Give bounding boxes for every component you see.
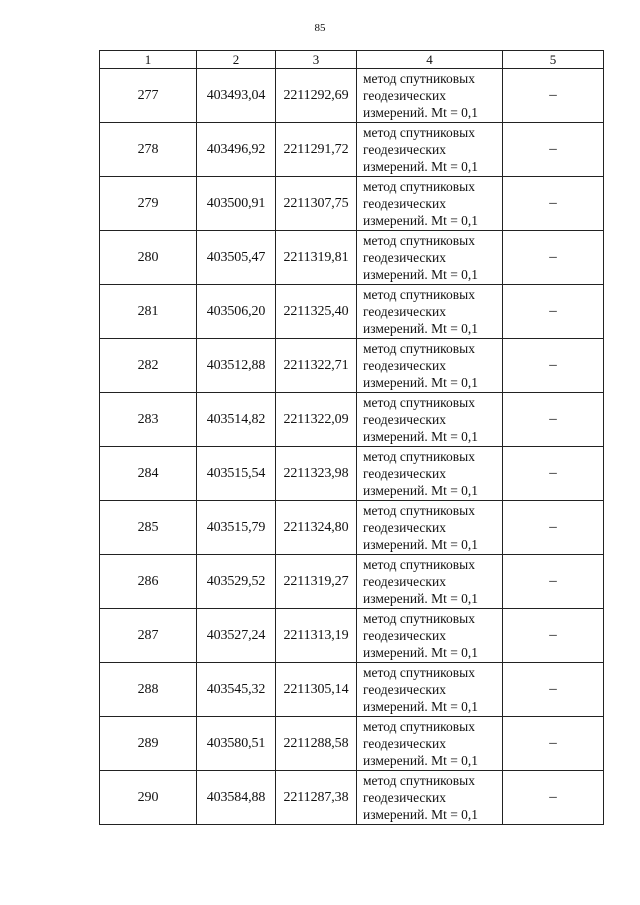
method-line: геодезических	[363, 358, 446, 373]
note-value: –	[503, 663, 604, 717]
coordinate-y: 2211319,27	[276, 555, 357, 609]
coordinate-x: 403515,79	[197, 501, 276, 555]
table-header	[100, 51, 604, 69]
point-number: 285	[100, 501, 197, 555]
coordinate-y: 2211305,14	[276, 663, 357, 717]
method-line: измерений. Mt = 0,1	[363, 213, 479, 228]
method-line: геодезических	[363, 790, 446, 805]
method-description	[357, 393, 503, 447]
method-line: измерений. Mt = 0,1	[363, 321, 479, 336]
coordinate-x: 403529,52	[197, 555, 276, 609]
method-description	[357, 447, 503, 501]
method-line: измерений. Mt = 0,1	[363, 375, 479, 390]
column-header-2: 2	[197, 51, 276, 69]
method-line: измерений. Mt = 0,1	[363, 699, 479, 714]
method-line: метод спутниковых	[363, 773, 475, 788]
method-line: геодезических	[363, 466, 446, 481]
method-description	[357, 663, 503, 717]
table-row	[100, 771, 604, 825]
method-line: геодезических	[363, 628, 446, 643]
note-value: –	[503, 555, 604, 609]
point-number: 288	[100, 663, 197, 717]
method-line: геодезических	[363, 520, 446, 535]
note-value: –	[503, 123, 604, 177]
page-number: 85	[314, 22, 326, 34]
coordinate-x: 403527,24	[197, 609, 276, 663]
coordinate-y: 2211313,19	[276, 609, 357, 663]
note-value: –	[503, 393, 604, 447]
method-line: метод спутниковых	[363, 71, 475, 86]
method-line: метод спутниковых	[363, 395, 475, 410]
method-line: измерений. Mt = 0,1	[363, 537, 479, 552]
table-row	[100, 285, 604, 339]
method-line: измерений. Mt = 0,1	[363, 267, 479, 282]
coordinates-table	[99, 50, 604, 825]
point-number: 287	[100, 609, 197, 663]
method-line: измерений. Mt = 0,1	[363, 159, 479, 174]
note-value: –	[503, 717, 604, 771]
coordinate-x: 403512,88	[197, 339, 276, 393]
table-row	[100, 663, 604, 717]
note-value: –	[503, 609, 604, 663]
note-value: –	[503, 501, 604, 555]
method-line: метод спутниковых	[363, 665, 475, 680]
coordinate-y: 2211322,71	[276, 339, 357, 393]
coordinate-y: 2211324,80	[276, 501, 357, 555]
method-line: метод спутниковых	[363, 611, 475, 626]
point-number: 277	[100, 69, 197, 123]
table-row	[100, 717, 604, 771]
method-description	[357, 771, 503, 825]
coordinate-x: 403493,04	[197, 69, 276, 123]
table-row	[100, 177, 604, 231]
method-line: измерений. Mt = 0,1	[363, 429, 479, 444]
coordinate-x: 403515,54	[197, 447, 276, 501]
point-number: 286	[100, 555, 197, 609]
method-line: метод спутниковых	[363, 719, 475, 734]
method-line: геодезических	[363, 142, 446, 157]
coordinate-y: 2211307,75	[276, 177, 357, 231]
coordinate-x: 403584,88	[197, 771, 276, 825]
method-line: геодезических	[363, 412, 446, 427]
method-line: геодезических	[363, 682, 446, 697]
column-header-5: 5	[503, 51, 604, 69]
method-line: измерений. Mt = 0,1	[363, 105, 479, 120]
method-description	[357, 339, 503, 393]
coordinate-y: 2211323,98	[276, 447, 357, 501]
table-row	[100, 501, 604, 555]
method-line: геодезических	[363, 196, 446, 211]
note-value: –	[503, 771, 604, 825]
table-row	[100, 123, 604, 177]
table-body	[100, 69, 604, 825]
method-line: геодезических	[363, 736, 446, 751]
table-row	[100, 447, 604, 501]
point-number: 279	[100, 177, 197, 231]
method-line: измерений. Mt = 0,1	[363, 591, 479, 606]
coordinate-y: 2211291,72	[276, 123, 357, 177]
coordinate-x: 403505,47	[197, 231, 276, 285]
header-row	[100, 51, 604, 69]
method-line: метод спутниковых	[363, 179, 475, 194]
column-header-3: 3	[276, 51, 357, 69]
method-line: метод спутниковых	[363, 233, 475, 248]
method-description	[357, 555, 503, 609]
method-description	[357, 123, 503, 177]
column-header-4: 4	[357, 51, 503, 69]
note-value: –	[503, 231, 604, 285]
method-description	[357, 717, 503, 771]
point-number: 280	[100, 231, 197, 285]
note-value: –	[503, 339, 604, 393]
point-number: 283	[100, 393, 197, 447]
table-row	[100, 231, 604, 285]
table-row	[100, 609, 604, 663]
method-line: метод спутниковых	[363, 125, 475, 140]
method-line: геодезических	[363, 574, 446, 589]
coordinate-x: 403500,91	[197, 177, 276, 231]
method-line: метод спутниковых	[363, 341, 475, 356]
coordinate-x: 403545,32	[197, 663, 276, 717]
coordinate-y: 2211288,58	[276, 717, 357, 771]
coordinate-x: 403496,92	[197, 123, 276, 177]
column-header-1: 1	[100, 51, 197, 69]
point-number: 281	[100, 285, 197, 339]
method-description	[357, 231, 503, 285]
method-description	[357, 285, 503, 339]
method-description	[357, 69, 503, 123]
coordinate-x: 403580,51	[197, 717, 276, 771]
table-row	[100, 69, 604, 123]
method-line: измерений. Mt = 0,1	[363, 483, 479, 498]
coordinate-y: 2211319,81	[276, 231, 357, 285]
method-line: геодезических	[363, 250, 446, 265]
note-value: –	[503, 447, 604, 501]
method-line: метод спутниковых	[363, 449, 475, 464]
point-number: 289	[100, 717, 197, 771]
coordinate-y: 2211287,38	[276, 771, 357, 825]
point-number: 290	[100, 771, 197, 825]
point-number: 278	[100, 123, 197, 177]
coordinate-x: 403514,82	[197, 393, 276, 447]
coordinate-x: 403506,20	[197, 285, 276, 339]
table-row	[100, 555, 604, 609]
table-row	[100, 393, 604, 447]
method-line: измерений. Mt = 0,1	[363, 753, 479, 768]
point-number: 284	[100, 447, 197, 501]
method-line: измерений. Mt = 0,1	[363, 645, 479, 660]
coordinate-y: 2211292,69	[276, 69, 357, 123]
note-value: –	[503, 177, 604, 231]
method-line: геодезических	[363, 304, 446, 319]
note-value: –	[503, 69, 604, 123]
method-description	[357, 177, 503, 231]
method-line: геодезических	[363, 88, 446, 103]
coordinate-y: 2211325,40	[276, 285, 357, 339]
method-description	[357, 501, 503, 555]
method-line: измерений. Mt = 0,1	[363, 807, 479, 822]
method-line: метод спутниковых	[363, 287, 475, 302]
point-number: 282	[100, 339, 197, 393]
method-line: метод спутниковых	[363, 557, 475, 572]
coordinate-y: 2211322,09	[276, 393, 357, 447]
method-description	[357, 609, 503, 663]
note-value: –	[503, 285, 604, 339]
method-line: метод спутниковых	[363, 503, 475, 518]
table-row	[100, 339, 604, 393]
